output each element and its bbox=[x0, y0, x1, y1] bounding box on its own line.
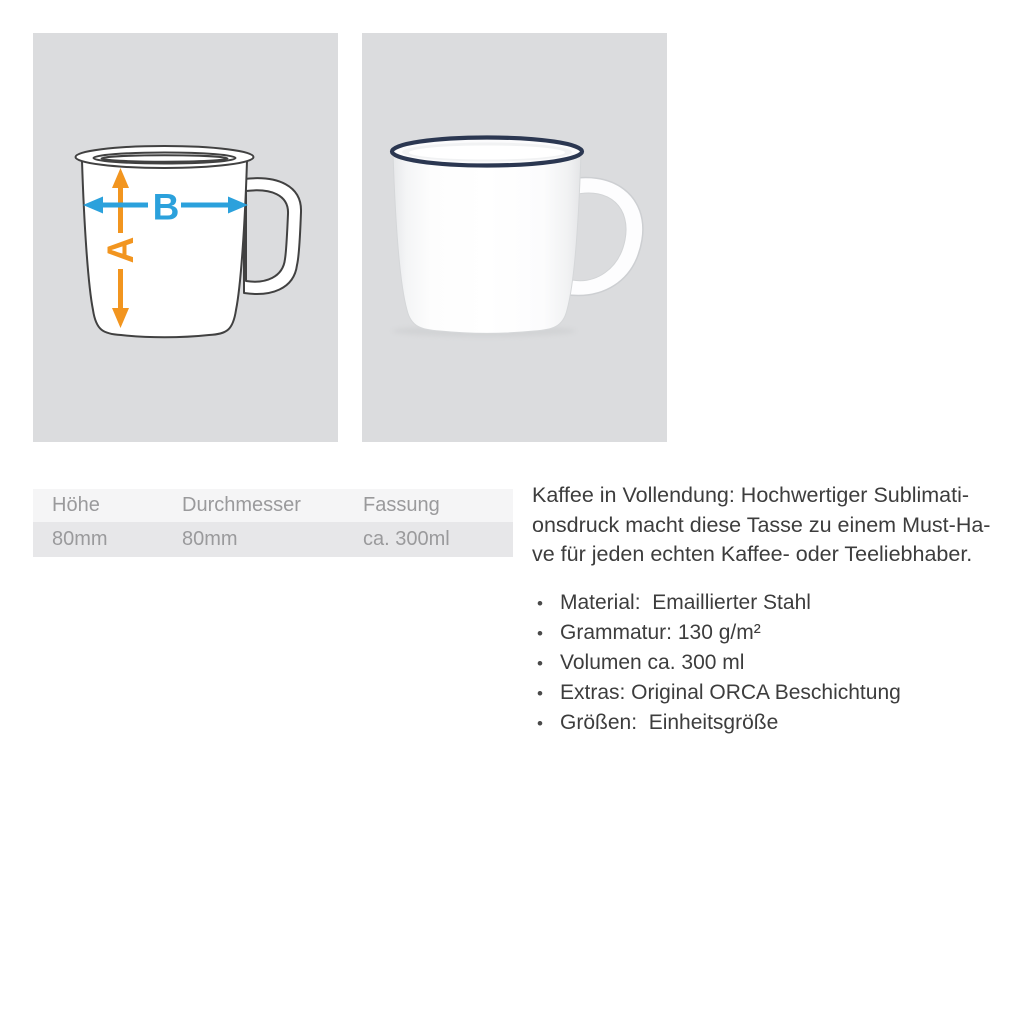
bullet-dot: • bbox=[537, 683, 543, 703]
bullet-dot: • bbox=[537, 713, 543, 733]
spec-bullet-list bbox=[532, 588, 1000, 738]
spec-value-hoehe: 80mm bbox=[52, 528, 108, 550]
description-paragraph bbox=[532, 481, 1000, 570]
spec-table-value-row bbox=[33, 522, 513, 557]
diameter-label: B bbox=[152, 186, 180, 228]
bullet-item-extras bbox=[532, 678, 1000, 708]
mug-dimensions-diagram bbox=[33, 33, 338, 442]
height-label-group bbox=[100, 237, 141, 264]
bullet-dot: • bbox=[537, 623, 543, 643]
bullet-text: Grammatur: 130 g/m² bbox=[560, 620, 761, 644]
bullet-text: Volumen ca. 300 ml bbox=[560, 650, 745, 674]
bullet-item-material bbox=[532, 588, 1000, 618]
photo-mug-rim-inner bbox=[409, 146, 565, 160]
description-line: onsdruck macht diese Tasse zu einem Must-Ha- bbox=[532, 512, 991, 537]
spec-table bbox=[33, 489, 513, 557]
spec-header-fassung: Fassung bbox=[363, 494, 440, 516]
description-line: Kaffee in Vollendung: Hochwertiger Sublimati- bbox=[532, 483, 970, 507]
bullet-text: Größen: Einheitsgröße bbox=[560, 710, 779, 734]
spec-header-hoehe: Höhe bbox=[52, 494, 100, 516]
product-description bbox=[532, 481, 1000, 738]
bullet-item-volumen bbox=[532, 648, 1000, 678]
spec-value-durchmesser: 80mm bbox=[182, 528, 238, 550]
diameter-label-group bbox=[153, 187, 180, 228]
description-line: ve für jeden echten Kaffee- oder Teeliebhaber. bbox=[532, 542, 973, 566]
bullet-text: Material: Emaillierter Stahl bbox=[560, 590, 811, 614]
height-label: A bbox=[100, 236, 141, 264]
spec-value-fassung: ca. 300ml bbox=[363, 528, 450, 550]
mug-handle-hole bbox=[246, 190, 288, 281]
photo-mug-body bbox=[393, 153, 581, 333]
mug-photo-panel bbox=[362, 33, 667, 442]
spec-table-header-row bbox=[33, 489, 513, 522]
bullet-item-grammatur bbox=[532, 618, 1000, 648]
mug-photo bbox=[362, 33, 667, 442]
bullet-dot: • bbox=[537, 593, 543, 613]
mug-opening-inner bbox=[102, 155, 228, 161]
bullet-text: Extras: Original ORCA Beschichtung bbox=[560, 680, 901, 704]
bullet-dot: • bbox=[537, 653, 543, 673]
spec-header-durchmesser: Durchmesser bbox=[182, 494, 301, 516]
mug-dimensions-diagram-panel bbox=[33, 33, 338, 442]
bullet-item-groessen bbox=[532, 708, 1000, 738]
